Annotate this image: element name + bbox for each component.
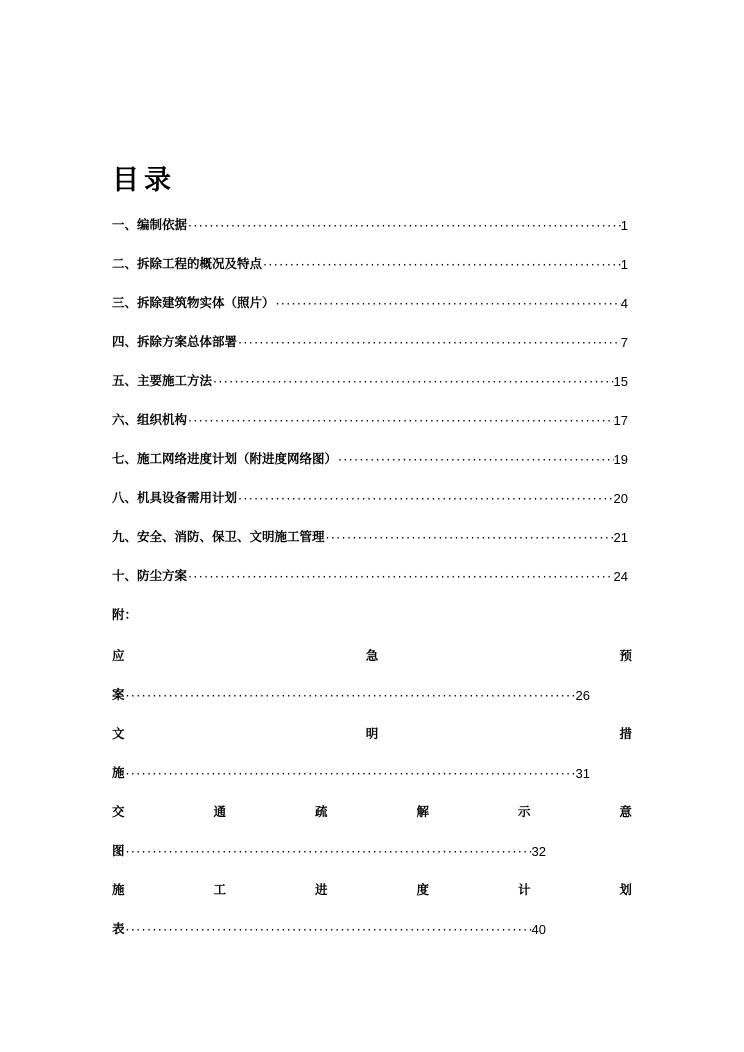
annex-char: 文 xyxy=(112,726,125,741)
annex-char: 示 xyxy=(517,804,531,819)
dot-leader xyxy=(212,374,614,389)
toc-entry-8[interactable] xyxy=(112,486,628,506)
toc-label: 十、防尘方案 xyxy=(112,568,188,583)
annex-char: 预 xyxy=(619,648,632,663)
annex-char: 措 xyxy=(619,726,632,741)
dot-leader xyxy=(337,452,614,467)
toc-entry-4[interactable] xyxy=(112,330,628,350)
dot-leader xyxy=(187,569,614,584)
annex-char: 度 xyxy=(416,882,429,897)
toc-label: 六、组织机构 xyxy=(112,412,188,427)
annex-page-number: 40 xyxy=(531,922,546,937)
toc-page-number: 19 xyxy=(613,452,628,467)
annex-last-char: 案 xyxy=(112,687,125,702)
dot-leader xyxy=(275,296,621,311)
toc-entry-5[interactable] xyxy=(112,369,628,389)
annex-entry-2[interactable] xyxy=(112,761,590,781)
annex-entry-3-spread xyxy=(112,800,632,820)
annex-char: 计 xyxy=(517,882,531,897)
toc-entry-1[interactable] xyxy=(112,213,628,233)
annex-entry-1-spread xyxy=(112,644,632,664)
annex-entry-2-spread xyxy=(112,722,632,742)
annex-heading: 附： xyxy=(112,607,138,622)
toc-entry-7[interactable] xyxy=(112,447,628,467)
annex-char: 解 xyxy=(416,804,429,819)
toc-label: 七、施工网络进度计划（附进度网络图） xyxy=(112,451,338,466)
annex-char: 进 xyxy=(314,882,328,897)
toc-entry-10[interactable] xyxy=(112,564,628,584)
annex-char: 应 xyxy=(112,648,125,663)
toc-label: 四、拆除方案总体部署 xyxy=(112,334,238,349)
dot-leader xyxy=(325,530,614,545)
annex-char: 明 xyxy=(365,726,379,741)
dot-leader xyxy=(237,491,614,506)
toc-page-number: 17 xyxy=(613,413,628,428)
dot-leader xyxy=(125,688,576,703)
toc-page-number: 1 xyxy=(620,218,628,233)
toc-page-number: 20 xyxy=(613,491,628,506)
dot-leader xyxy=(125,844,532,859)
annex-char: 工 xyxy=(213,882,226,897)
annex-entry-3[interactable] xyxy=(112,839,546,859)
dot-leader xyxy=(187,413,614,428)
annex-char: 交 xyxy=(112,804,125,819)
toc-page-number: 7 xyxy=(620,335,628,350)
dot-leader xyxy=(237,335,621,350)
toc-label: 八、机具设备需用计划 xyxy=(112,490,238,505)
toc-entry-9[interactable] xyxy=(112,525,628,545)
toc-label: 一、编制依据 xyxy=(112,217,188,232)
annex-entry-1[interactable] xyxy=(112,683,590,703)
toc-page-number: 24 xyxy=(613,569,628,584)
toc-entry-2[interactable] xyxy=(112,252,628,272)
annex-page-number: 32 xyxy=(531,844,546,859)
annex-last-char: 图 xyxy=(112,843,125,858)
annex-char: 急 xyxy=(365,648,379,663)
annex-char: 通 xyxy=(213,804,226,819)
toc-page-number: 1 xyxy=(620,257,628,272)
dot-leader xyxy=(125,922,532,937)
annex-char: 划 xyxy=(619,882,632,897)
dot-leader xyxy=(262,257,621,272)
annex-char: 疏 xyxy=(314,804,328,819)
annex-entry-4-spread xyxy=(112,878,632,898)
toc-page-number: 4 xyxy=(620,296,628,311)
annex-entry-4[interactable] xyxy=(112,917,546,937)
page-title: 目录 xyxy=(112,165,176,196)
toc-label: 三、拆除建筑物实体（照片） xyxy=(112,295,275,310)
annex-char: 意 xyxy=(619,804,632,819)
toc-label: 九、安全、消防、保卫、文明施工管理 xyxy=(112,529,325,544)
annex-last-char: 表 xyxy=(112,921,125,936)
dot-leader xyxy=(125,766,576,781)
toc-label: 五、主要施工方法 xyxy=(112,373,213,388)
annex-last-char: 施 xyxy=(112,765,125,780)
annex-page-number: 26 xyxy=(575,688,590,703)
annex-char: 施 xyxy=(112,882,125,897)
toc-page-number: 21 xyxy=(613,530,628,545)
toc-page-number: 15 xyxy=(613,374,628,389)
dot-leader xyxy=(187,218,621,233)
toc-label: 二、拆除工程的概况及特点 xyxy=(112,256,263,271)
toc-entry-3[interactable] xyxy=(112,291,628,311)
toc-entry-6[interactable] xyxy=(112,408,628,428)
annex-page-number: 31 xyxy=(575,766,590,781)
